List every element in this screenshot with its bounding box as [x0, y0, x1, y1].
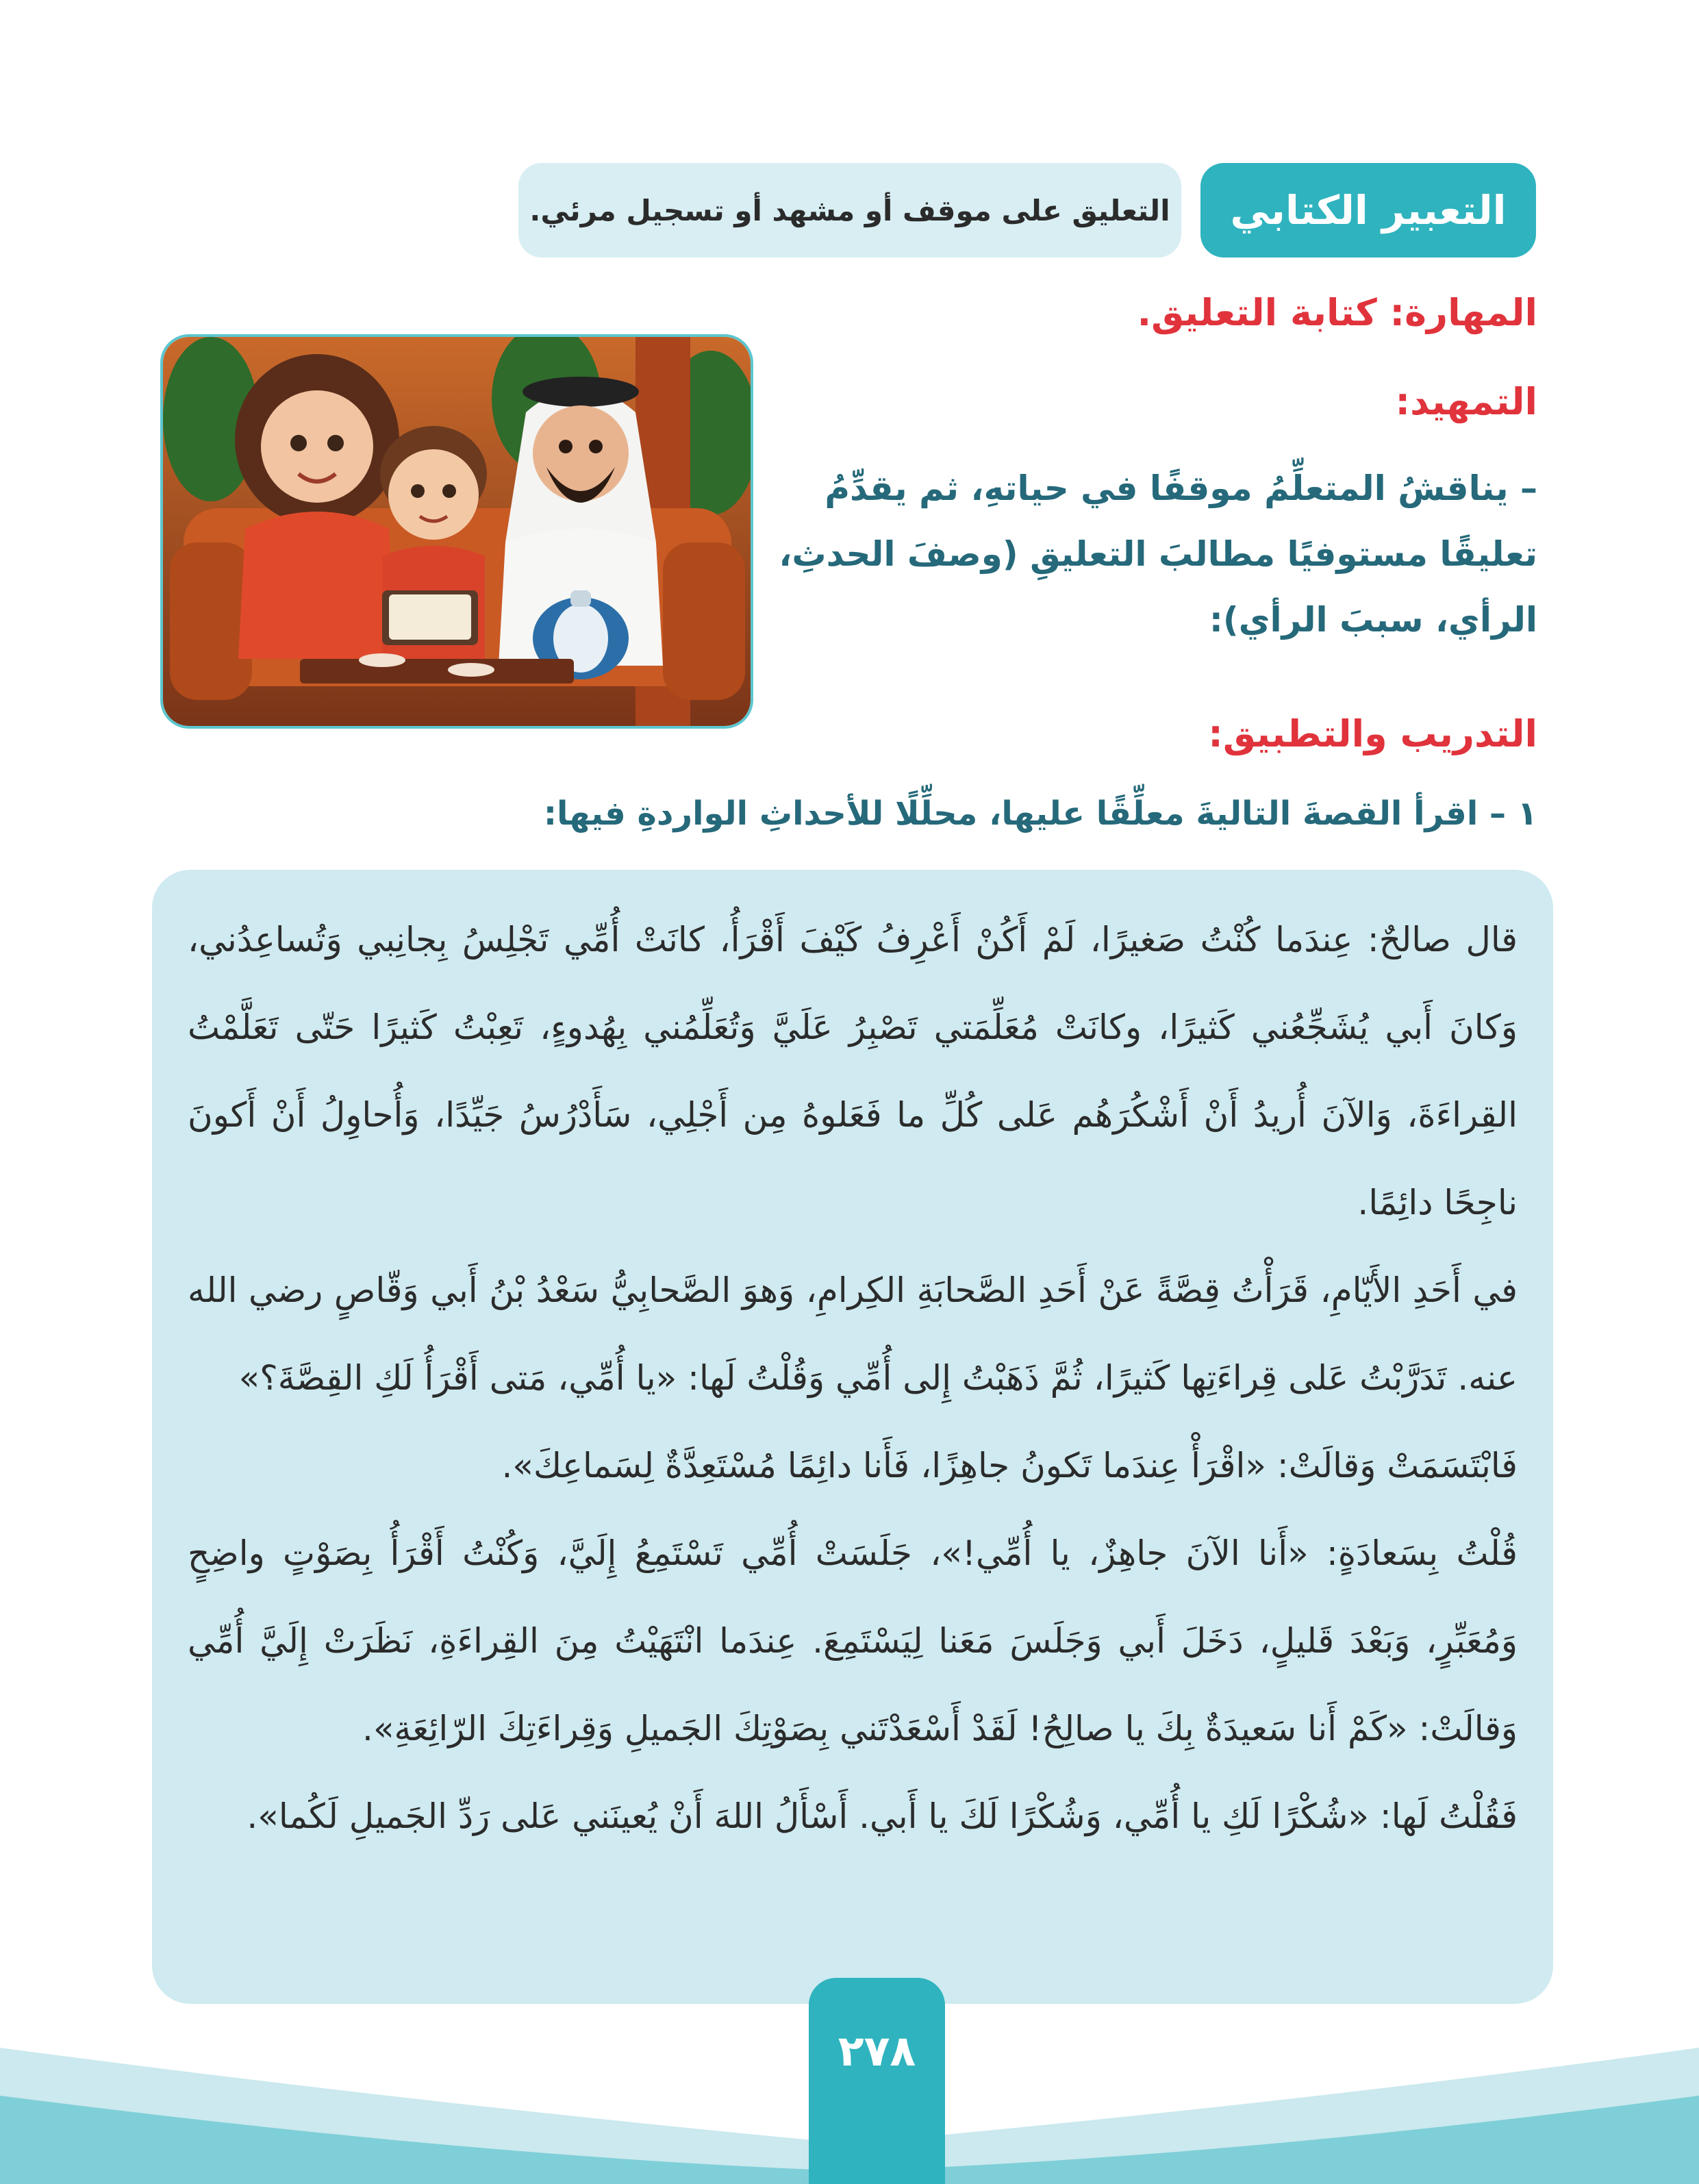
skill-heading: المهارة: كتابة التعليق.: [1137, 291, 1537, 334]
page-number: ٢٧٨: [838, 2026, 916, 2076]
story-paragraph: قُلْتُ بِسَعادَةٍ: «أَنا الآنَ جاهِزٌ، يا أُمِّي!»، جَلَسَتْ أُمِّي تَسْتَمِعُ إِلَيَّ، وَكُنْتُ أَقْرَأُ بِصَوْتٍ واضِحٍ وَمُعَبِّرٍ، وَبَعْدَ قَليلٍ، دَخَلَ أَبي وَجَلَسَ مَعَنا لِيَسْتَمِعَ. عِندَما انْتَهَيْتُ مِنَ القِراءَةِ، نَظَرَتْ إِلَيَّ أُمِّي وَقالَتْ: «كَمْ أَنا سَعيدَةٌ بِكَ يا صالِحُ! لَقَدْ أَسْعَدْتَني بِصَوْتِكَ الجَميلِ وَقِراءَتِكَ الرّائِعَةِ».: [188, 1533, 1518, 1748]
family-illustration-icon: [160, 334, 753, 729]
story-paragraph: فَقُلْتُ لَها: «شُكْرًا لَكِ يا أُمِّي، وَشُكْرًا لَكَ يا أَبي. أَسْأَلُ اللهَ أَنْ يُعينَني عَلى رَدِّ الجَميلِ لَكُما».: [247, 1796, 1518, 1836]
intro-heading: التمهيد:: [1395, 380, 1537, 423]
section-description-box: [518, 163, 1181, 258]
page-number-tab: [809, 1978, 945, 2184]
section-title: التعبير الكتابي: [1230, 187, 1507, 234]
exercise-instruction: ١ – اقرأ القصةَ التاليةَ معلِّقًا عليها، محلِّلًا للأحداثِ الواردةِ فيها:: [543, 794, 1537, 833]
section-title-tab: [1200, 163, 1536, 258]
story-paragraph: في أَحَدِ الأَيّامِ، قَرَأْتُ قِصَّةً عَنْ أَحَدِ الصَّحابَةِ الكِرامِ، وَهوَ الصَّحابِيُّ سَعْدُ بْنُ أَبي وَقّاصٍ رضي الله عنه. تَدَرَّبْتُ عَلى قِراءَتِها كَثيرًا، ثُمَّ ذَهَبْتُ إِلى أُمِّي وَقُلْتُ لَها: «يا أُمِّي، مَتى أَقْرَأُ لَكِ القِصَّةَ؟»: [188, 1270, 1518, 1398]
story-paragraph: فَابْتَسَمَتْ وَقالَتْ: «اقْرَأْ عِندَما تَكونُ جاهِزًا، فَأَنا دائِمًا مُسْتَعِدَّةٌ لِسَماعِكَ».: [501, 1446, 1518, 1485]
section-description: التعليق على موقف أو مشهد أو تسجيل مرئي.: [529, 193, 1170, 227]
story-paragraph: قال صالحٌ: عِندَما كُنْتُ صَغيرًا، لَمْ أَكُنْ أَعْرِفُ كَيْفَ أَقْرَأُ، كانَتْ أُمِّي تَجْلِسُ بِجانِبي وَتُساعِدُني، وَكانَ أَبي يُشَجِّعُني كَثيرًا، وكانَتْ مُعَلِّمَتي تَصْبِرُ عَلَيَّ وَتُعَلِّمُني بِهُدوءٍ، تَعِبْتُ كَثيرًا حَتّى تَعَلَّمْتُ القِراءَةَ، وَالآنَ أُريدُ أَنْ أَشْكُرَهُم عَلى كُلِّ ما فَعَلوهُ مِن أَجْلِي، سَأَدْرُسُ جَيِّدًا، وَأُحاوِلُ أَنْ أَكونَ ناجِحًا دائِمًا.: [188, 920, 1518, 1222]
intro-text: – يناقشُ المتعلِّمُ موقفًا في حياتهِ، ثم يقدِّمُ تعليقًا مستوفيًا مطالبَ التعليقِ (وصفَ الحدثِ، الرأي، سببَ الرأي):: [779, 468, 1537, 640]
story-box: [152, 870, 1553, 2004]
practice-heading: التدريب والتطبيق:: [1208, 712, 1537, 755]
